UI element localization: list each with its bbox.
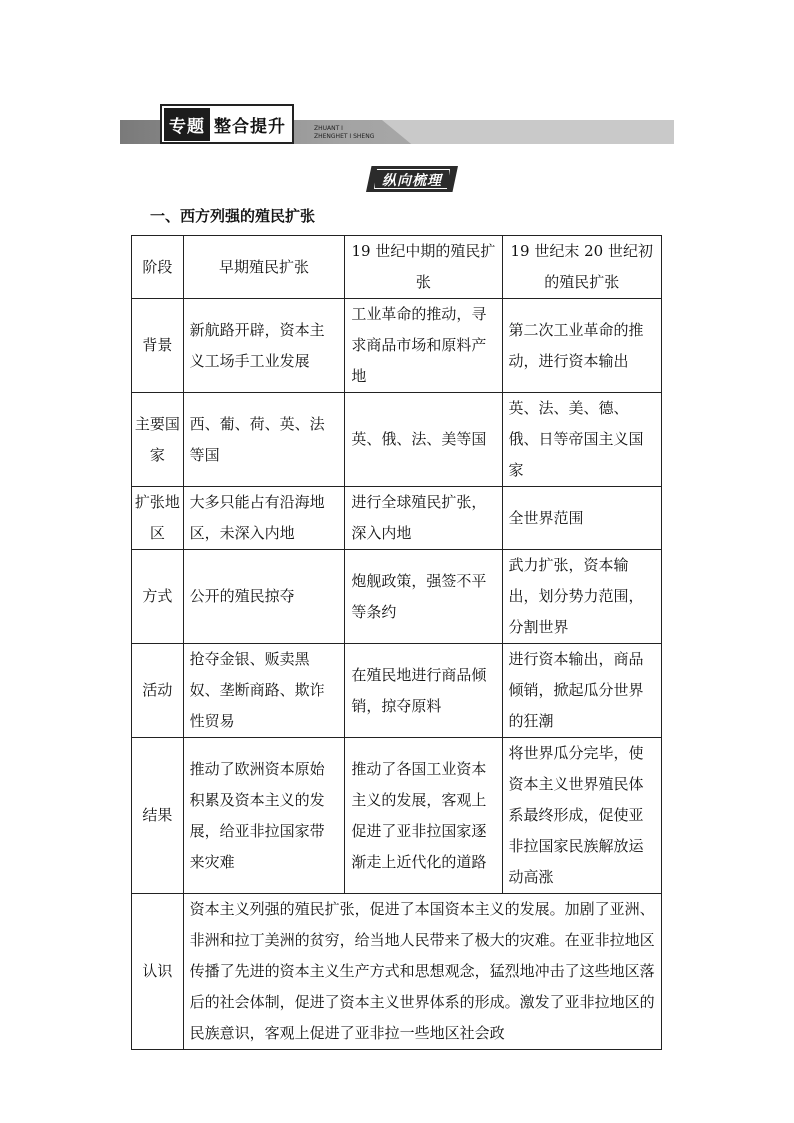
table-cell: 推动了欧洲资本原始积累及资本主义的发展，给亚非拉国家带来灾难 [183,738,345,894]
row-label: 方式 [132,550,184,644]
table-cell: 英、俄、法、美等国 [345,393,502,487]
summary-cell: 资本主义列强的殖民扩张，促进了本国资本主义的发展。加剧了亚洲、非洲和拉丁美洲的贫穷，给当地人民带来了极大的灾难。在亚非拉地区传播了先进的资本主义生产方式和思想观念，猛烈地冲击了这些地区落后的社会体制，促进了资本主义世界体系的形成。激发了亚非拉地区的民族意识，客观上促进了亚非拉一些地区社会政 [183,894,661,1050]
table-cell: 进行资本输出，商品倾销，掀起瓜分世界的狂潮 [502,644,661,738]
colonial-expansion-table [131,235,662,1050]
table-row [132,393,662,487]
row-label: 扩张地区 [132,487,184,550]
subsection-badge [366,166,458,192]
table-cell: 公开的殖民掠夺 [183,550,345,644]
table-cell: 新航路开辟，资本主义工场手工业发展 [183,299,345,393]
table-summary-row [132,894,662,1050]
table-cell: 在殖民地进行商品倾销，掠夺原料 [345,644,502,738]
table-cell: 英、法、美、德、俄、日等帝国主义国家 [502,393,661,487]
table-cell: 工业革命的推动，寻求商品市场和原料产地 [345,299,502,393]
pinyin-line-2: ZHENGHET I SHENG [314,133,375,140]
table-row [132,487,662,550]
subsection-badge-label: 纵向梳理 [382,173,442,189]
table-cell: 将世界瓜分完毕，使资本主义世界殖民体系最终形成，促使亚非拉国家民族解放运动高涨 [502,738,661,894]
row-label: 背景 [132,299,184,393]
table-row [132,644,662,738]
header-cell: 19 世纪末 20 世纪初的殖民扩张 [502,236,661,299]
topic-tag [160,104,294,144]
pinyin-line-1: ZHUANT I [314,125,343,132]
table-cell: 大多只能占有沿海地区，未深入内地 [183,487,345,550]
table-row [132,738,662,894]
row-label: 活动 [132,644,184,738]
row-label: 结果 [132,738,184,894]
section-title: 一、西方列强的殖民扩张 [150,207,316,225]
table-cell: 全世界范围 [502,487,661,550]
row-label: 认识 [132,894,184,1050]
table-cell: 抢夺金银、贩卖黑奴、垄断商路、欺诈性贸易 [183,644,345,738]
header-cell: 阶段 [132,236,184,299]
table-header-row [132,236,662,299]
table-cell: 武力扩张，资本输出，划分势力范围，分割世界 [502,550,661,644]
section-banner [120,104,674,144]
table-row [132,299,662,393]
row-label: 主要国家 [132,393,184,487]
header-cell: 19 世纪中期的殖民扩张 [345,236,502,299]
table-cell: 进行全球殖民扩张，深入内地 [345,487,502,550]
table-cell: 炮舰政策，强签不平等条约 [345,550,502,644]
header-cell: 早期殖民扩张 [183,236,345,299]
topic-tag-text: 整合提升 [214,116,286,137]
pinyin-caption [314,125,374,141]
topic-tag-dark: 专题 [164,108,210,141]
table-cell: 第二次工业革命的推动，进行资本输出 [502,299,661,393]
banner-highlight [382,120,674,144]
table-cell: 推动了各国工业资本主义的发展，客观上促进了亚非拉国家逐渐走上近代化的道路 [345,738,502,894]
table-row [132,550,662,644]
table-cell: 西、葡、荷、英、法等国 [183,393,345,487]
